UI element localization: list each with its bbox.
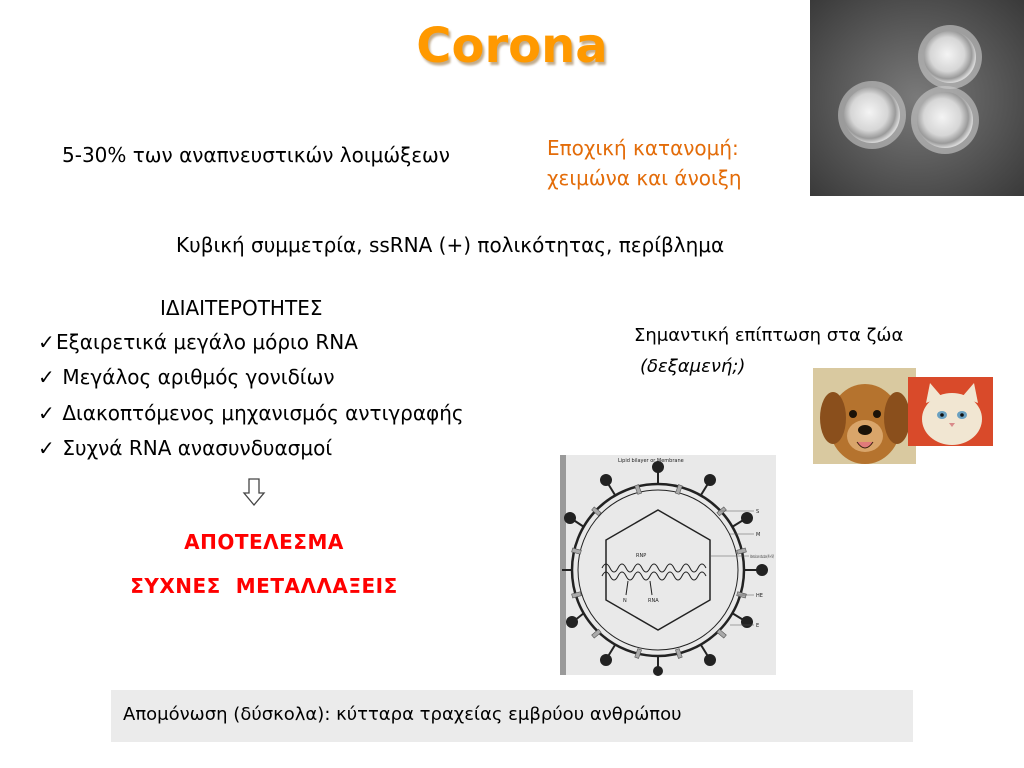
label-core: Internal core structure (M + N?) bbox=[750, 554, 775, 559]
coronavirus-micrograph bbox=[810, 0, 1024, 196]
label-rnp: RNP bbox=[636, 553, 647, 559]
label-e: E bbox=[756, 623, 760, 629]
feature-text: Διακοπτόμενος μηχανισμός αντιγραφής bbox=[62, 401, 464, 425]
virion-structure-diagram bbox=[560, 455, 776, 675]
label-membrane: Lipid bilayer or Membrane bbox=[618, 458, 684, 464]
check-icon: ✓ bbox=[38, 365, 55, 389]
result-mutations: ΣΥΧΝΕΣ ΜΕΤΑΛΛΑΞΕΙΣ bbox=[130, 574, 398, 598]
cat-photo bbox=[908, 377, 993, 446]
features-list bbox=[38, 330, 464, 461]
infections-text: 5-30% των αναπνευστικών λοιμώξεων bbox=[62, 143, 450, 167]
feature-item bbox=[38, 436, 464, 461]
feature-item bbox=[38, 330, 464, 355]
animals-text: Σημαντική επίπτωση στα ζώα bbox=[634, 325, 904, 346]
feature-text: Συχνά RNA ανασυνδυασμοί bbox=[62, 436, 333, 460]
seasonal-line-1: Εποχική κατανομή: bbox=[547, 136, 739, 160]
result-heading: ΑΠΟΤΕΛΕΣΜΑ bbox=[184, 530, 344, 554]
check-icon: ✓ bbox=[38, 401, 55, 425]
feature-text: Εξαιρετικά μεγάλο μόριο RNA bbox=[56, 330, 358, 354]
feature-item bbox=[38, 401, 464, 426]
check-icon: ✓ bbox=[38, 330, 55, 354]
structure-text: Κυβική συμμετρία, ssRNA (+) πολικότητας, περίβλημα bbox=[176, 233, 725, 257]
check-icon: ✓ bbox=[38, 436, 55, 460]
features-heading: ΙΔΙΑΙΤΕΡΟΤΗΤΕΣ bbox=[160, 296, 323, 320]
label-m: M bbox=[756, 532, 761, 538]
label-s: S bbox=[756, 509, 760, 515]
label-rna: RNA bbox=[648, 598, 659, 604]
down-arrow-icon bbox=[242, 478, 266, 506]
isolation-note: Απομόνωση (δύσκολα): κύτταρα τραχείας εμβρύου ανθρώπου bbox=[111, 690, 913, 742]
seasonal-line-2: χειμώνα και άνοιξη bbox=[547, 166, 742, 190]
label-n: N bbox=[623, 598, 627, 604]
animals-reservoir: (δεξαμενή;) bbox=[640, 356, 746, 377]
feature-item bbox=[38, 365, 464, 390]
label-he: HE bbox=[756, 593, 763, 599]
seasonal-distribution bbox=[547, 136, 742, 191]
slide-title: Corona bbox=[416, 18, 608, 74]
dog-photo bbox=[813, 368, 916, 464]
feature-text: Μεγάλος αριθμός γονιδίων bbox=[62, 365, 335, 389]
